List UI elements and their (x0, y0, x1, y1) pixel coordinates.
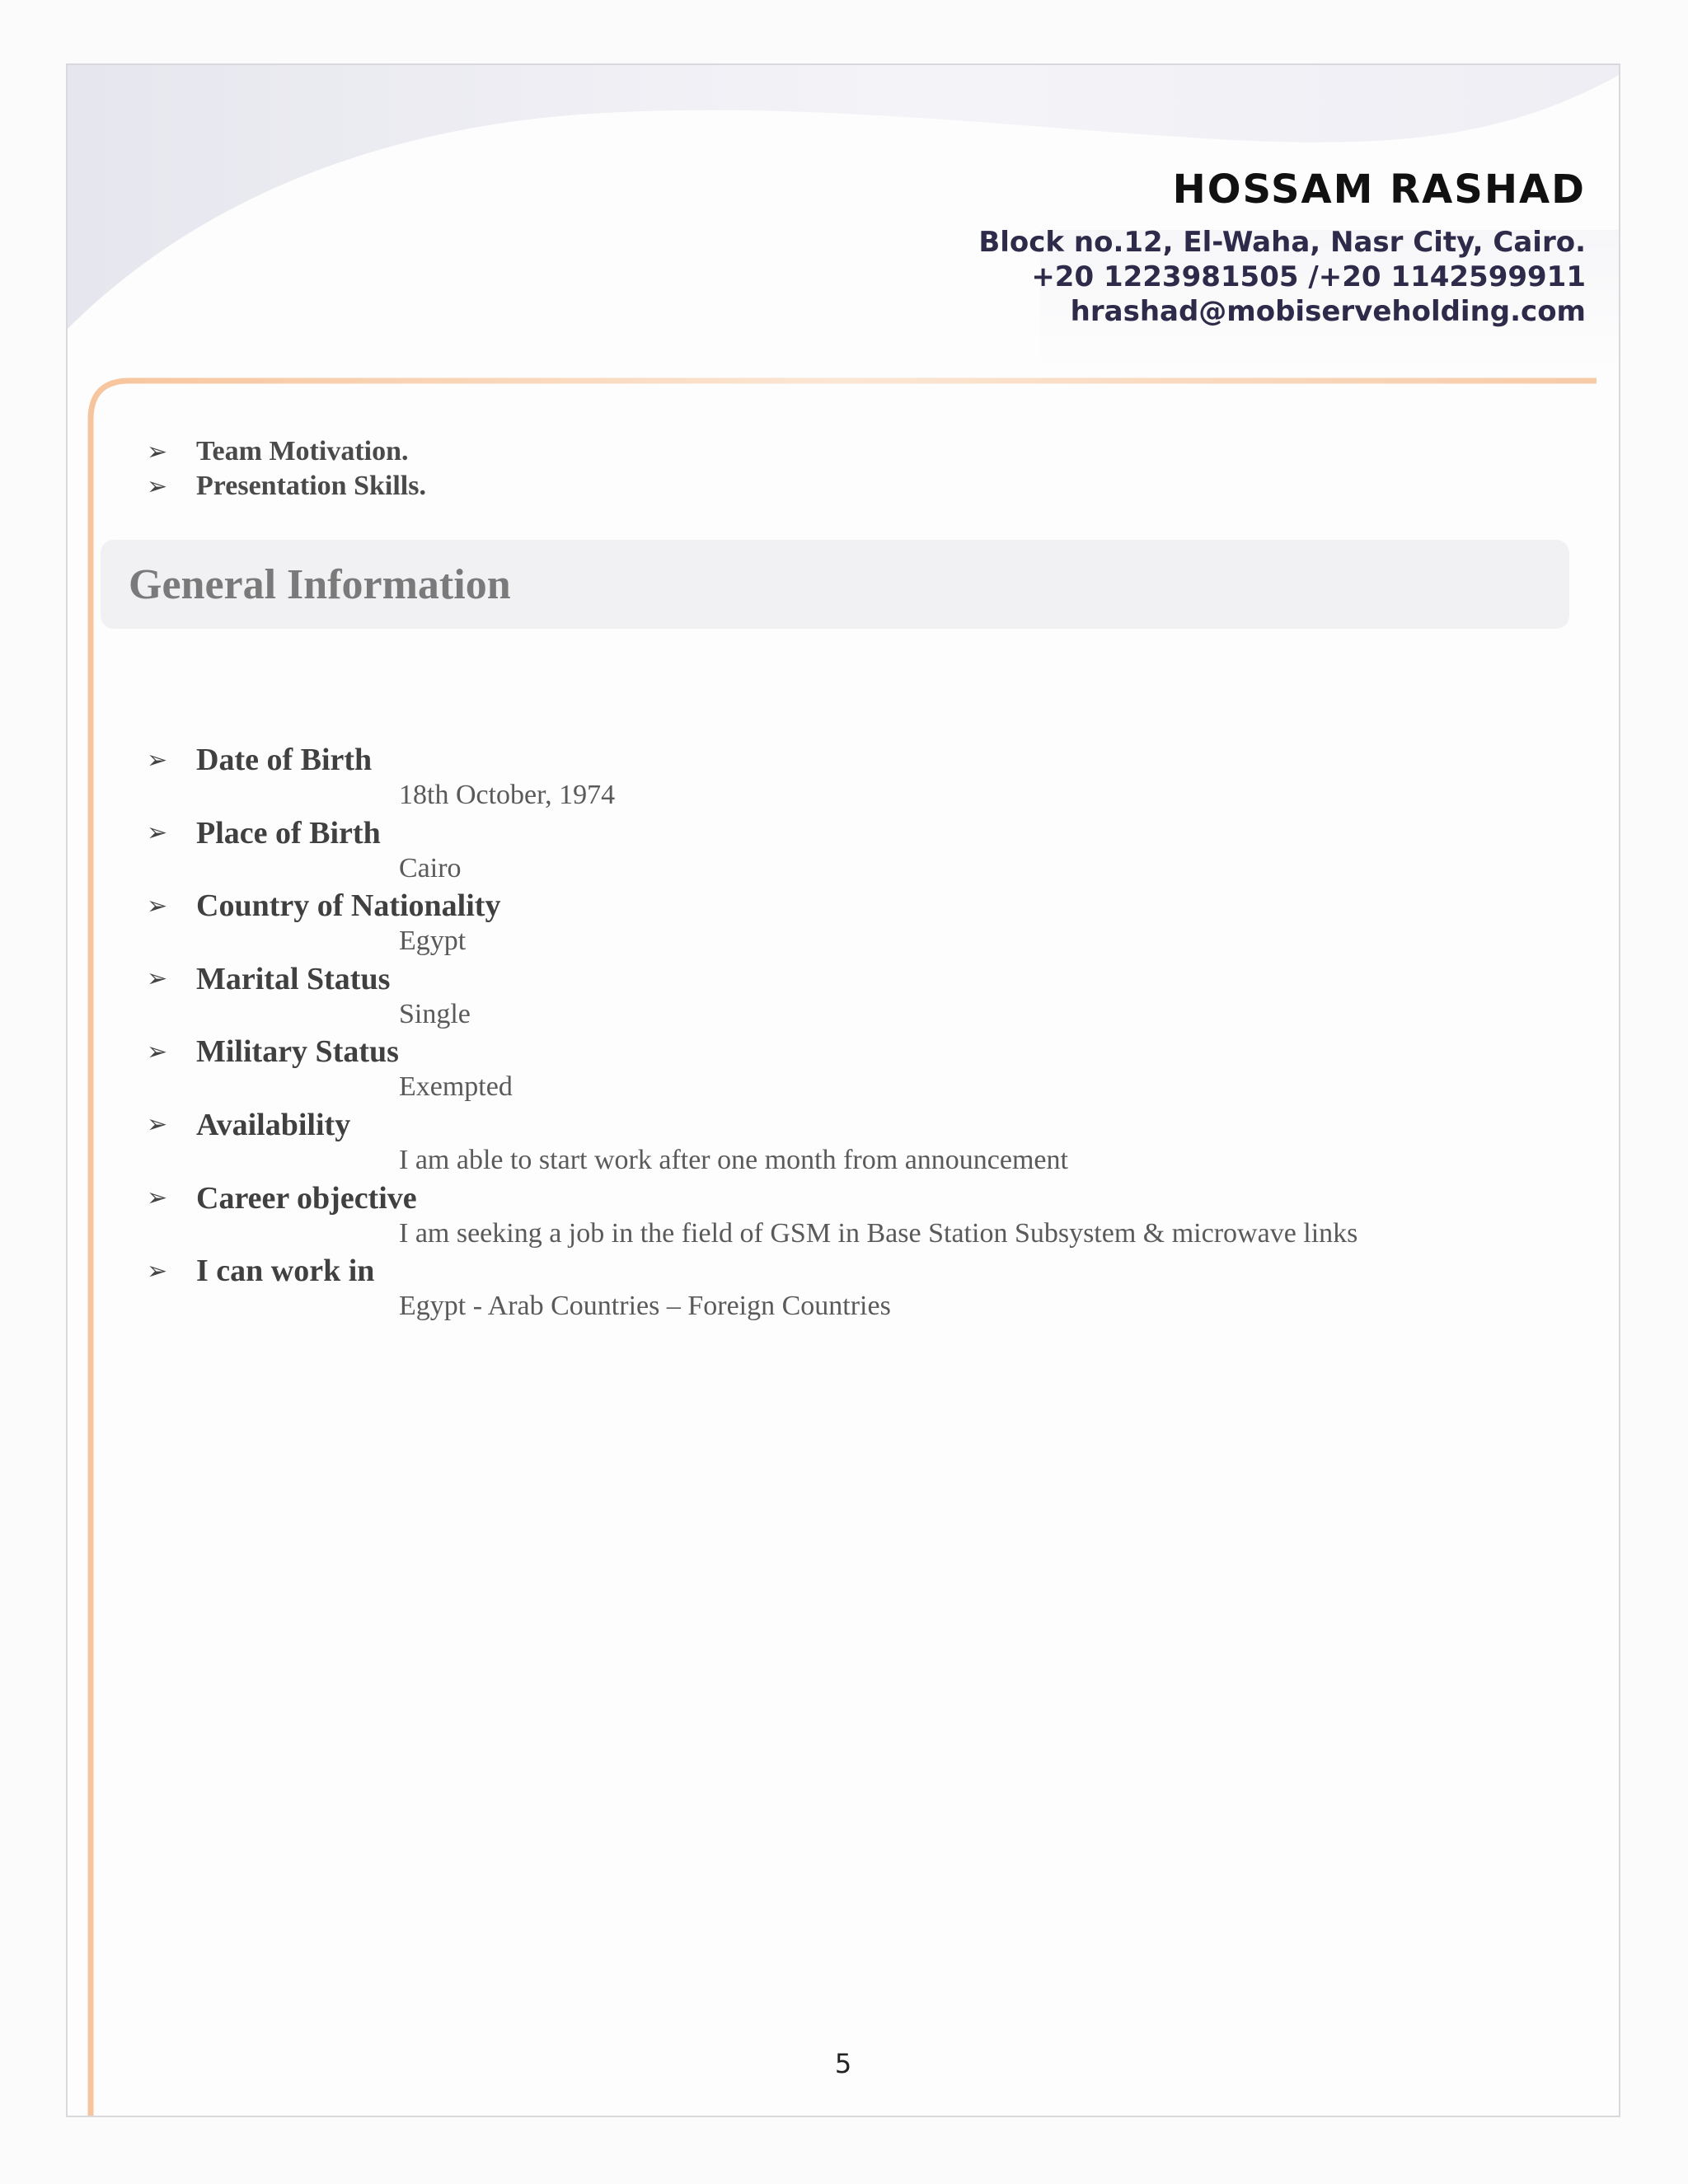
info-value: I am seeking a job in the field of GSM in Base Station Subsystem & microwave links (399, 1217, 1358, 1249)
arrow-bullet-icon: ➢ (147, 891, 168, 921)
info-item (147, 1179, 1357, 1253)
info-value: 18th October, 1974 (399, 780, 616, 810)
arrow-bullet-icon: ➢ (147, 1037, 168, 1066)
info-value: Single (399, 998, 471, 1029)
info-label: Availability (196, 1107, 351, 1142)
arrow-bullet-icon: ➢ (147, 471, 168, 501)
skill-label: Team Motivation. (196, 436, 409, 466)
info-item (147, 887, 1357, 960)
arrow-bullet-icon: ➢ (147, 1110, 168, 1140)
info-value: Exempted (399, 1071, 513, 1103)
info-label: Military Status (196, 1034, 399, 1070)
arrow-bullet-icon: ➢ (147, 1256, 168, 1286)
contact-header (978, 164, 1586, 329)
general-info-list (147, 741, 1357, 1325)
resume-page (66, 63, 1620, 2117)
info-item (147, 960, 1357, 1033)
email-address: hrashad@mobiserveholding.com (1070, 295, 1586, 328)
info-label: Date of Birth (196, 743, 373, 777)
section-header (101, 540, 1569, 629)
skills-list (147, 434, 426, 504)
arrow-bullet-icon: ➢ (147, 818, 168, 848)
arrow-bullet-icon: ➢ (147, 1183, 168, 1213)
address: Block no.12, El-Waha, Nasr City, Cairo. (978, 226, 1586, 259)
info-value: I am able to start work after one month from announcement (399, 1144, 1068, 1175)
info-label: Country of Nationality (196, 888, 501, 924)
info-value: Cairo (399, 852, 462, 883)
list-item (147, 434, 426, 469)
skill-label: Presentation Skills. (196, 471, 426, 501)
info-item (147, 814, 1357, 888)
arrow-bullet-icon: ➢ (147, 745, 168, 775)
arrow-bullet-icon: ➢ (147, 964, 168, 994)
info-item (147, 1033, 1357, 1106)
info-value: Egypt - Arab Countries – Foreign Countries (399, 1291, 891, 1322)
arrow-bullet-icon: ➢ (147, 437, 168, 466)
page-number: 5 (834, 2048, 852, 2079)
candidate-name: HOSSAM RASHAD (1172, 166, 1586, 213)
info-item (147, 1252, 1357, 1325)
phone-numbers: +20 1223981505 /+20 1142599911 (1031, 260, 1586, 293)
info-label: Career objective (196, 1180, 417, 1216)
info-item (147, 1106, 1357, 1179)
list-item (147, 469, 426, 504)
info-item (147, 741, 1357, 814)
info-value: Egypt (399, 926, 467, 957)
info-label: I can work in (196, 1254, 375, 1289)
section-title: General Information (129, 560, 511, 608)
info-label: Place of Birth (196, 815, 381, 851)
info-label: Marital Status (196, 961, 391, 996)
